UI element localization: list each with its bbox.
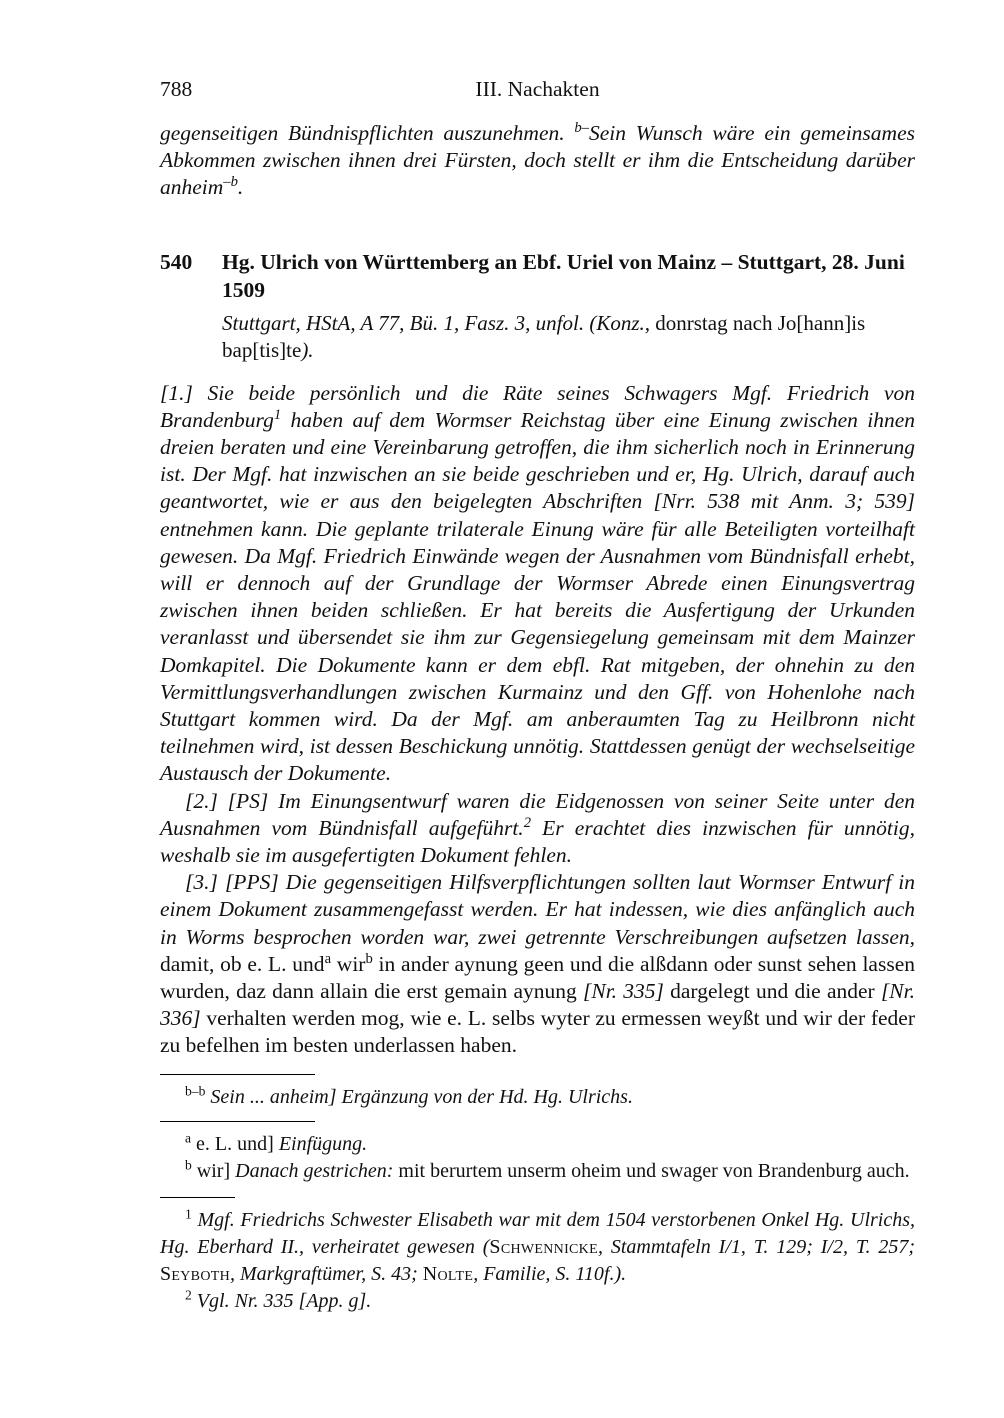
page-number: 788 bbox=[160, 77, 193, 101]
text-note-a: $^a$ e. L. und] Einfügung. bbox=[185, 1130, 368, 1155]
carryover-paragraph: gegenseitigen Bündnispflichten auszunehmen. $^{b-}$Sein Wunsch wäre ein gemeinsames Abkommen zwischen ihnen drei Fürsten, doch stellt er ihm die Entscheidung darüber anheim$^{-b}$. bbox=[160, 119, 915, 200]
source-line: Stuttgart, HStA, A 77, Bü. 1, Fasz. 3, unfol. (Konz., donrstag nach Jo[hann]is bap[tis]te). bbox=[222, 310, 866, 362]
footnote-separator bbox=[160, 1197, 235, 1198]
variant-note-bb: $^{b-b}$ Sein ... anheim] Ergänzung von der Hd. Hg. Ulrichs. bbox=[185, 1083, 633, 1108]
running-header: III. Nachakten bbox=[475, 77, 600, 101]
body-paragraph-1: [1.] Sie beide persönlich und die Räte seines Schwagers Mgf. Friedrich von Brandenburg$^1$ haben auf dem Wormser Reichstag über eine Einung zwischen ihnen dreien beraten und eine Vereinbarung getroffen, die ihm sicherlich noch in Erinnerung ist. Der Mgf. hat inzwischen an sie beide geschrieben und er, Hg. Ulrich, darauf auch geantwortet, wie er aus den beigelegten Abschriften [Nrr. 538 mit Anm. 3; 539] entnehmen kann. Die geplante trilaterale Einung wäre für alle Beteiligten vorteilhaft gewesen. Da Mgf. Friedrich Einwände wegen der Ausnahmen vom Bündnisfall erhebt, will er dennoch auf der Grundlage der Wormser Abrede einen Einungsvertrag zwischen ihnen beiden schließen. Er hat bereits die Ausfertigung der Urkunden veranlasst und übersendet sie ihm zur Gegensiegelung gemeinsam mit dem Mainzer Domkapitel. Die Dokumente kann er dem ebfl. Rat mitgeben, der ohnehin zu den Vermittlungsverhandlungen zwischen Kurmainz und den Gff. von Hohenlohe nach Stuttgart kommen wird. Da der Mgf. am anberaumten Tag zu Heilbronn nicht teilnehmen wird, ist dessen Beschickung unnötig. Stattdessen genügt der wechselseitige Austausch der Dokumente. bbox=[160, 380, 915, 786]
entry-heading bbox=[160, 248, 915, 304]
apparatus-separator-1 bbox=[160, 1074, 315, 1075]
body-paragraph-3: [3.] [PPS] Die gegenseitigen Hilfsverpflichtungen sollten laut Wormser Entwurf in einem Dokument zusammengefasst werden. Er hat indessen, wie dies anfänglich auch in Worms besprochen worden war, zwei getrennte Verschreibungen aufsetzen lassen, damit, ob e. L. und$^a$ wir$^b$ in ander aynung geen und die alßdann oder sunst sehen lassen wurden, daz dann allain die erst gemain aynung [Nr. 335] dargelegt und die ander [Nr. 336] verhalten werden mog, wie e. L. selbs wyter zu ermessen weyßt und wir der feder zu befelhen im besten underlassen haben. bbox=[160, 870, 916, 1058]
entry-body bbox=[160, 380, 915, 1060]
body-paragraph-2: [2.] [PS] Im Einungsentwurf waren die Eidgenossen von seiner Seite unter den Ausnahmen vom Bündnisfall aufgeführt.$^2$ Er erachtet dies inzwischen für unnötig, weshalb sie im ausgefertigten Dokument fehlen. bbox=[160, 788, 915, 868]
apparatus-separator-2 bbox=[160, 1121, 315, 1122]
text-note-b: $^b$ wir] Danach gestrichen: mit berurtem unserm oheim und swager von Brandenburg auch. bbox=[185, 1157, 910, 1182]
page-header bbox=[160, 76, 915, 103]
entry-number: 540 bbox=[160, 249, 193, 274]
entry-title: Hg. Ulrich von Württemberg an Ebf. Uriel von Mainz – Stuttgart, 28. Juni 1509 bbox=[222, 249, 905, 302]
footnote-2: $^2$ Vgl. Nr. 335 [App. g]. bbox=[185, 1287, 372, 1312]
footnote-1: $^1$ Mgf. Friedrichs Schwester Elisabeth war mit dem 1504 verstorbenen Onkel Hg. Ulrichs, Hg. Eberhard II., verheiratet gewesen (Schwennicke, Stammtafeln I/1, T. 129; I/2, T. 257; Seyboth, Markgraftümer, S. 43; Nolte, Familie, S. 110f.). bbox=[160, 1206, 915, 1285]
